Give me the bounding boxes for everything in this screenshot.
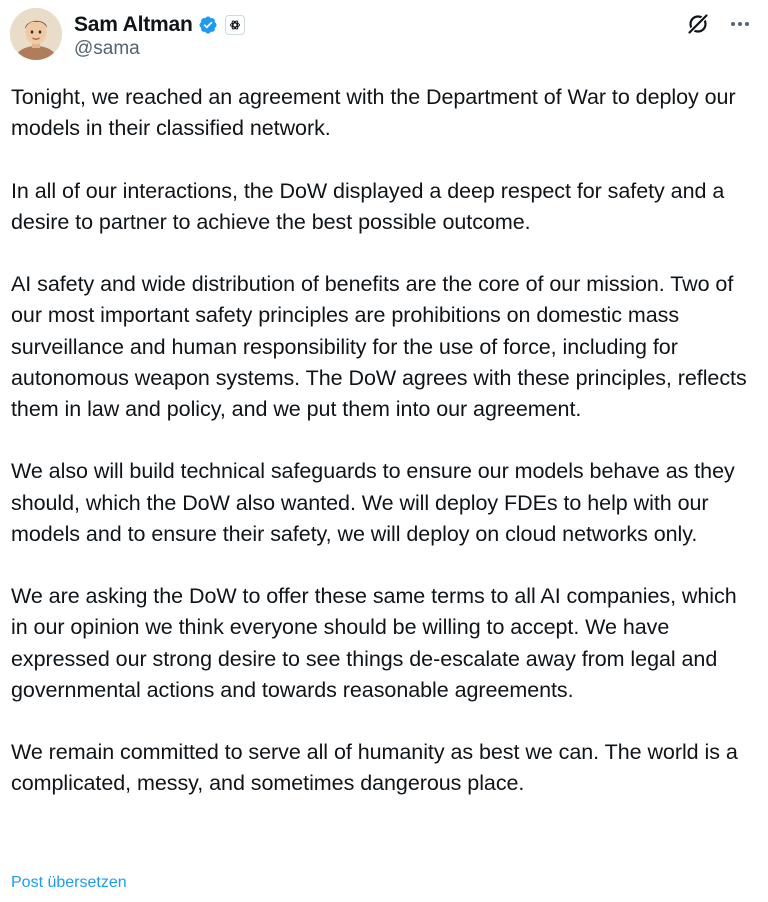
openai-logo-icon[interactable] bbox=[225, 15, 245, 35]
avatar[interactable] bbox=[10, 8, 62, 60]
author-name-row bbox=[74, 12, 245, 38]
post-body bbox=[11, 82, 759, 800]
grok-icon[interactable] bbox=[684, 10, 712, 38]
post-paragraph: AI safety and wide distribution of benefits are the core of our mission. Two of our most important safety principles are prohibitions on domestic mass surveillance and human responsibility for the use of force, including for autonomous weapon systems. The DoW agrees with these principles, reflects them in law and policy, and we put them into our agreement. bbox=[11, 272, 747, 421]
post-paragraph: In all of our interactions, the DoW displayed a deep respect for safety and a desire to partner to achieve the best possible outcome. bbox=[11, 178, 725, 234]
more-options-icon[interactable] bbox=[726, 10, 754, 38]
post-paragraph: We are asking the DoW to offer these same terms to all AI companies, which in our opinion we think everyone should be willing to accept. We have expressed our strong desire to see things de-escalate away from legal and governmental actions and towards reasonable agreements. bbox=[11, 584, 737, 702]
verified-badge-icon[interactable] bbox=[198, 15, 218, 35]
translate-post-link[interactable]: Post übersetzen bbox=[11, 874, 127, 891]
avatar-image bbox=[10, 8, 62, 60]
post-paragraph: We also will build technical safeguards to ensure our models behave as they should, which the DoW also wanted. We will deploy FDEs to help with our models and to ensure their safety, we will deploy on cloud networks only. bbox=[11, 459, 735, 546]
post-header bbox=[10, 8, 758, 62]
author-display-name[interactable]: Sam Altman bbox=[74, 13, 193, 36]
post-paragraph: Tonight, we reached an agreement with the Department of War to deploy our models in their classified network. bbox=[11, 85, 736, 141]
author-handle[interactable]: @sama bbox=[74, 38, 140, 59]
post-paragraph: We remain committed to serve all of humanity as best we can. The world is a complicated, messy, and sometimes dangerous place. bbox=[11, 740, 738, 796]
post-top-actions bbox=[684, 10, 754, 38]
